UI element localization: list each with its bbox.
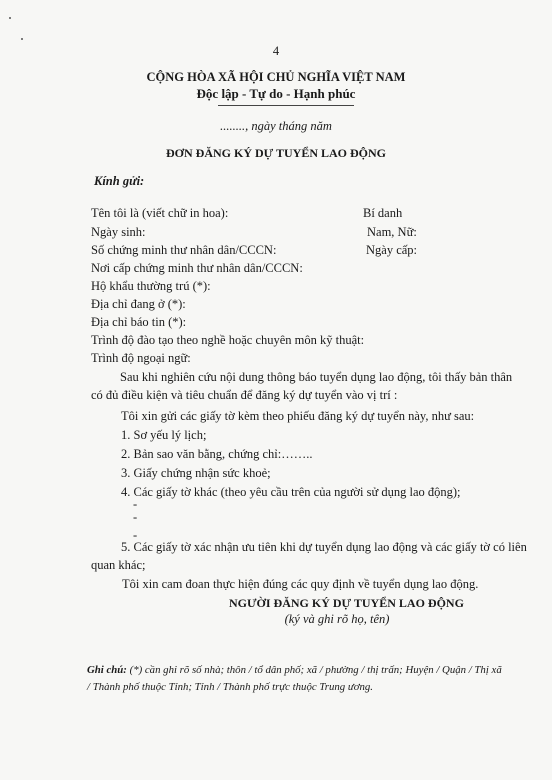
form-title: ĐƠN ĐĂNG KÝ DỰ TUYỂN LAO ĐỘNG <box>165 146 386 160</box>
list-item: 4. Các giấy tờ khác (theo yêu cầu trên của người sử dụng lao động); <box>121 485 461 499</box>
list-dash: - <box>133 497 138 511</box>
field-permanent-residence: Hộ khẩu thường trú (*): <box>91 279 211 293</box>
signature-subtitle: (ký và ghi rõ họ, tên) <box>284 612 390 626</box>
signature-title: NGƯỜI ĐĂNG KÝ DỰ TUYỂN LAO ĐỘNG <box>229 596 464 610</box>
footnote-label: Ghi chú: <box>87 664 127 676</box>
field-current-address: Địa chỉ đang ở (*): <box>91 297 186 311</box>
field-id-number: Số chứng minh thư nhân dân/CCCN: <box>91 243 277 257</box>
motto: Độc lập - Tự do - Hạnh phúc <box>196 86 356 101</box>
scan-speck <box>21 38 23 40</box>
date-line: ........, ngày tháng năm <box>220 119 332 133</box>
field-language: Trình độ ngoại ngữ: <box>91 351 191 365</box>
list-dash: - <box>133 510 138 524</box>
country-heading: CỘNG HÒA XÃ HỘI CHỦ NGHĨA VIỆT NAM <box>146 70 406 84</box>
salutation: Kính gửi: <box>94 174 145 188</box>
list-dash: - <box>133 528 138 542</box>
list-item: quan khác; <box>91 558 146 572</box>
field-contact-address: Địa chỉ báo tin (*): <box>91 315 187 329</box>
field-dob: Ngày sinh: <box>91 225 146 239</box>
paragraph-line: có đủ điều kiện và tiêu chuẩn để đăng ký dự tuyển vào vị trí : <box>91 388 398 402</box>
field-issue-date: Ngày cấp: <box>366 243 418 257</box>
scan-speck <box>9 17 11 19</box>
footnote <box>87 662 507 696</box>
field-full-name: Tên tôi là (viết chữ in hoa): <box>91 206 229 220</box>
paragraph-line: Sau khi nghiên cứu nội dung thông báo tuyển dụng lao động, tôi thấy bản thân <box>120 370 513 384</box>
field-issue-place: Nơi cấp chứng minh thư nhân dân/CCCN: <box>91 261 303 275</box>
motto-underline <box>218 105 354 106</box>
list-item: 2. Bản sao văn bằng, chứng chỉ:…….. <box>121 447 313 461</box>
page-number: 4 <box>272 44 280 58</box>
paragraph-line: Tôi xin cam đoan thực hiện đúng các quy định về tuyển dụng lao động. <box>122 577 479 591</box>
field-alias: Bí danh <box>363 206 403 220</box>
list-item: 3. Giấy chứng nhận sức khoẻ; <box>121 466 271 480</box>
list-item: 5. Các giấy tờ xác nhận ưu tiên khi dự tuyển dụng lao động và các giấy tờ có liên <box>121 540 527 554</box>
footnote-text: (*) cần ghi rõ số nhà; thôn / tổ dân phố; xã / phường / thị trấn; Huyện / Quận / Thị xã / Thành phố thuộc Tỉnh; Tỉnh / Thành phố trực thuộc Trung ương. <box>87 664 502 693</box>
paragraph-line: Tôi xin gửi các giấy tờ kèm theo phiếu đăng ký dự tuyển này, như sau: <box>121 409 475 423</box>
list-item: 1. Sơ yếu lý lịch; <box>121 428 207 442</box>
field-gender: Nam, Nữ: <box>367 225 417 239</box>
field-education: Trình độ đào tạo theo nghề hoặc chuyên môn kỹ thuật: <box>91 333 365 347</box>
